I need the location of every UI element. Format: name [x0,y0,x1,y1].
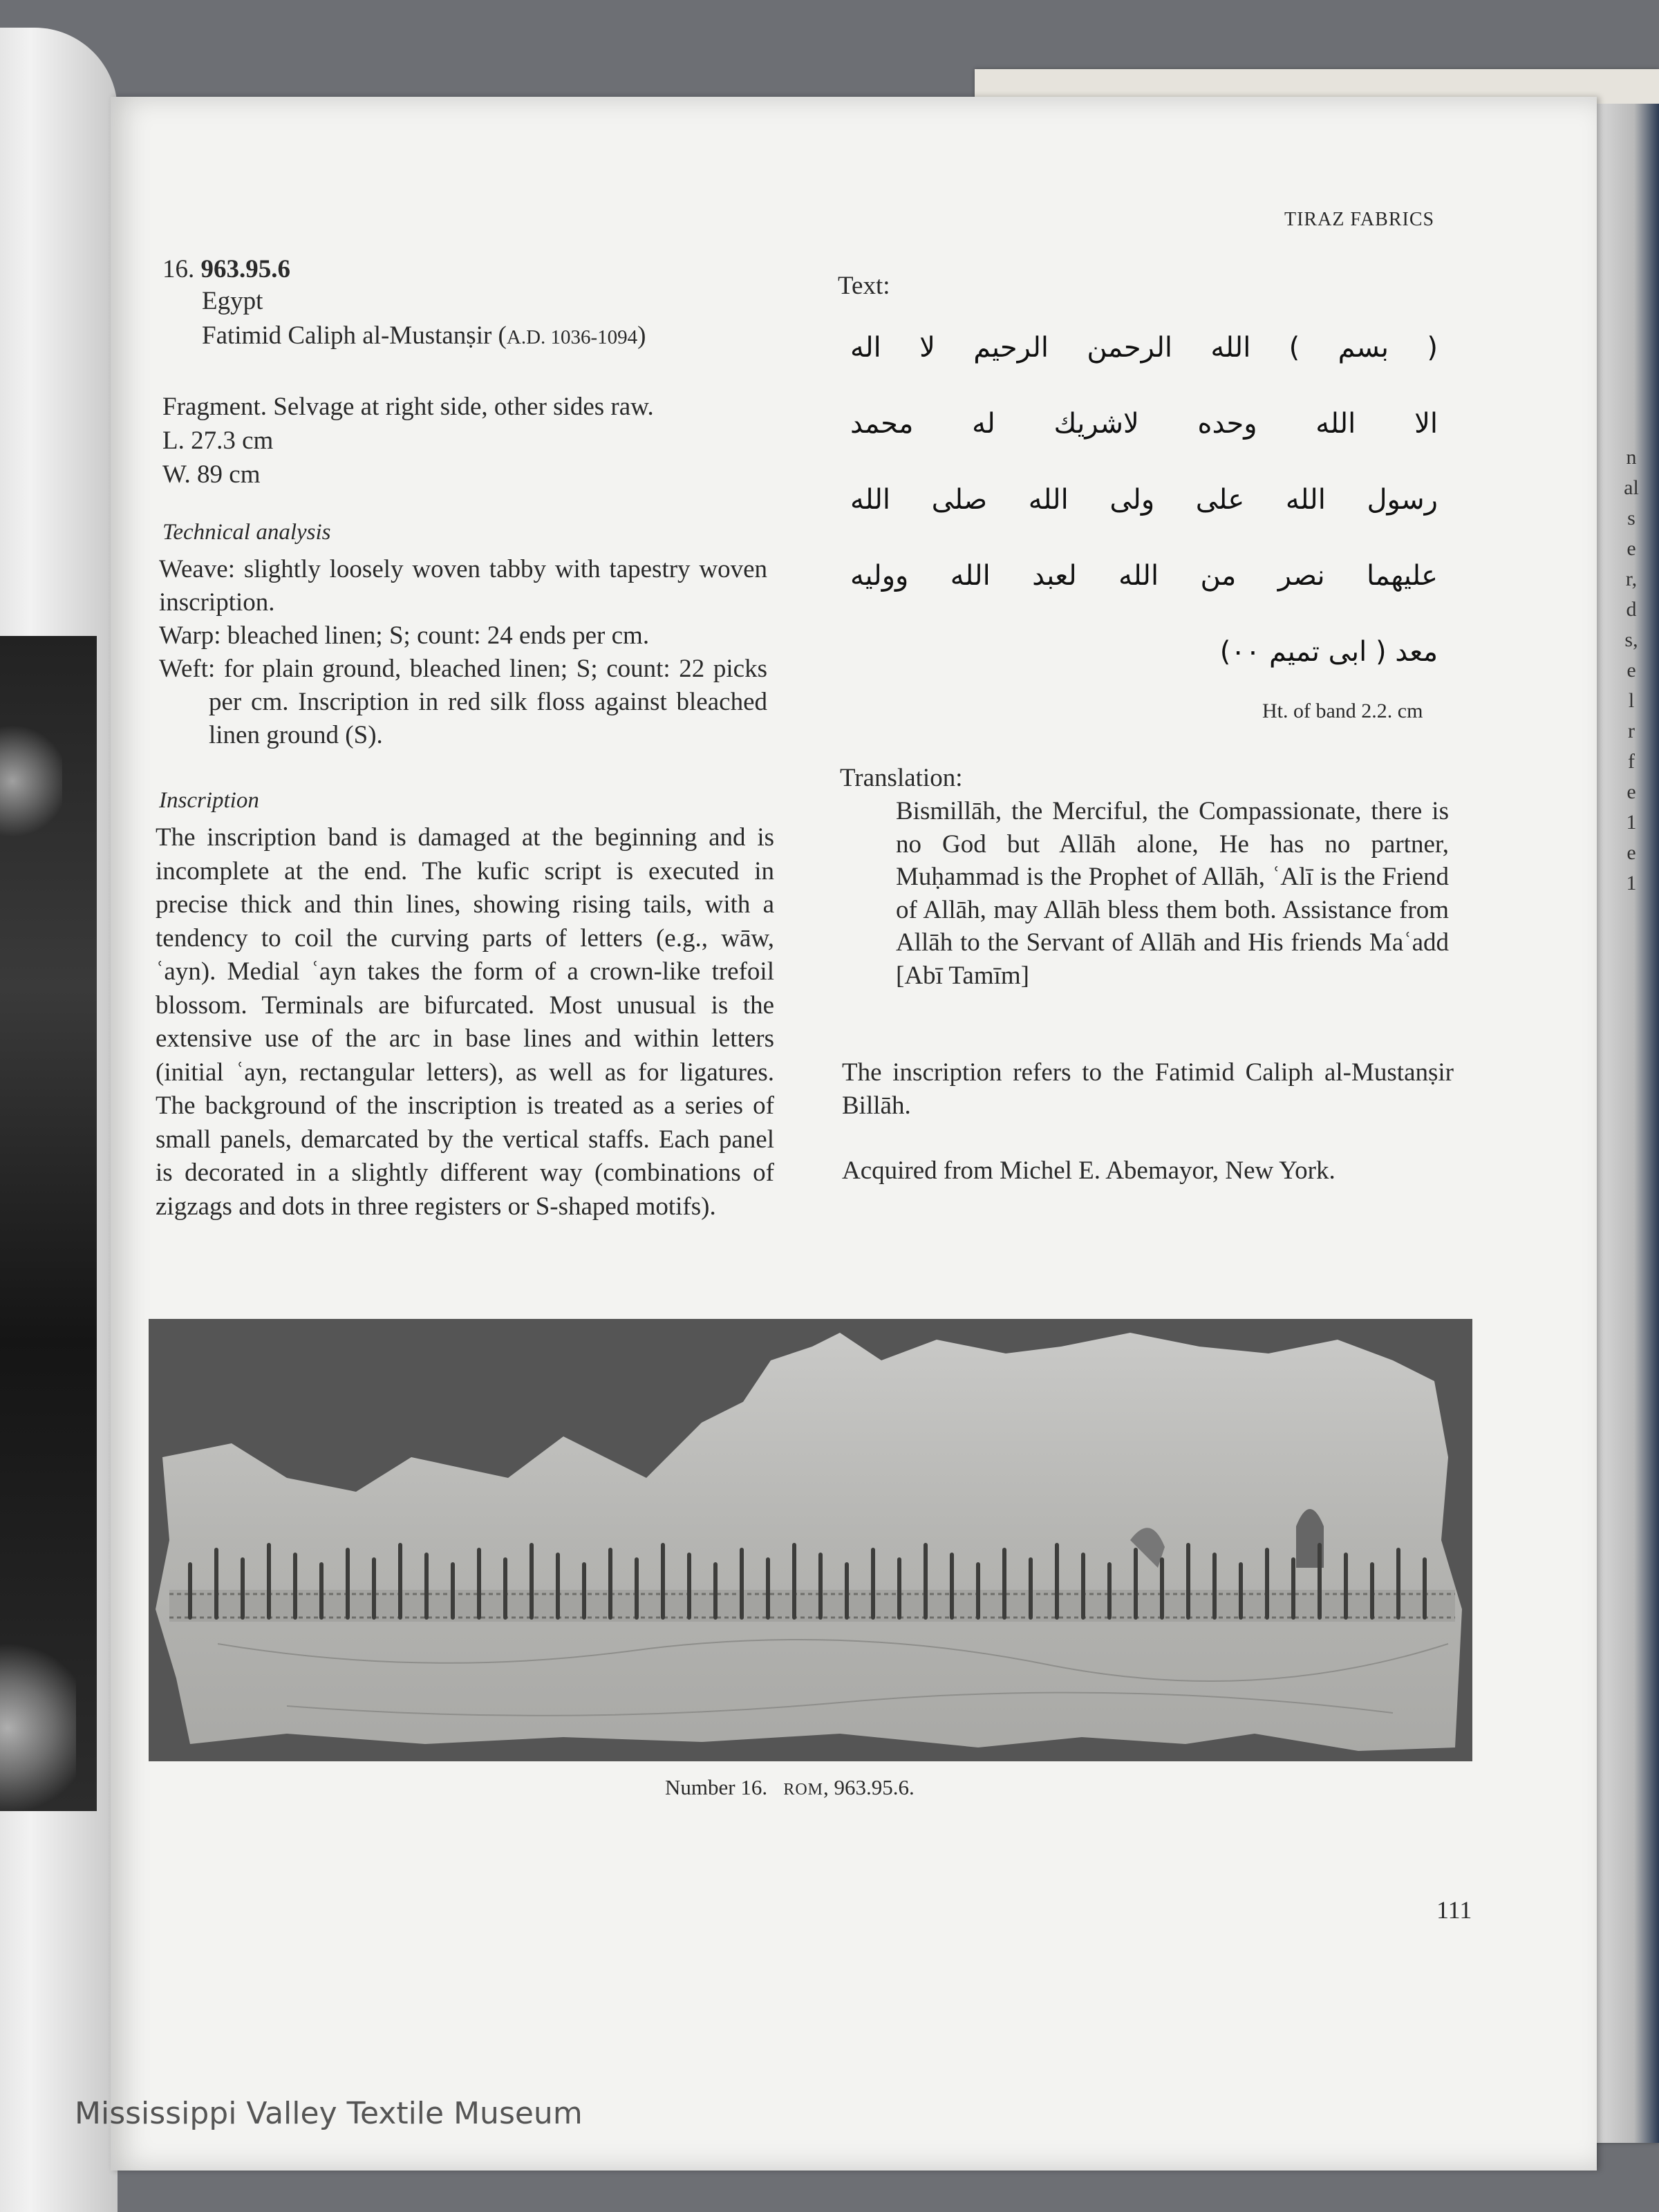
edge-letter: d [1626,598,1637,621]
entry-number-prefix: 16. [162,255,201,283]
edge-letter: al [1624,476,1639,499]
length-measure: L. 27.3 cm [162,427,274,455]
period-dates: A.D. 1036-1094 [506,326,638,348]
entry-country: Egypt [202,287,263,315]
running-header: TIRAZ FABRICS [1284,209,1435,230]
width-measure: W. 89 cm [162,460,261,489]
edge-letter: e [1627,780,1636,803]
next-page-edge-text [1618,442,1645,899]
edge-letter: s [1627,507,1635,529]
edge-letter: 1 [1626,872,1637,894]
edge-letter: 1 [1626,811,1637,834]
edge-letter: e [1627,659,1636,682]
caption-accession: , 963.95.6. [823,1775,915,1799]
technical-analysis-heading: Technical analysis [162,520,331,545]
fragment-description [162,390,654,491]
caption-number: Number 16. [665,1775,768,1799]
arabic-inscription [850,324,1438,704]
inscription-body: The inscription band is damaged at the beginning and is incomplete at the end. The kufic script is executed in precise thick and thin lines, showing rising tails, with a tendency to coil the curving parts of letters (e.g., wāw, ʿayn). Medial ʿayn takes the form of a crown-like trefoil blossom. Terminals are bifurcated. Most unusual is the extensive use of the arc in base lines and within letters (initial ʿayn, rectangular letters), as well as for ligatures. The background of the inscription is treated as a series of small panels, demarcated by the vertical staffs. Each panel is decorated in a slightly different way (combinations of zigzags and dots in three registers or S-shaped motifs). [156,823,774,1221]
arabic-line: ( بسم ) الله الرحمن الرحيم لا اله [850,332,1438,364]
arabic-line: الا الله وحده لاشريك له محمد [850,408,1438,440]
translation-body: Bismillāh, the Merciful, the Compassionate, there is no God but Allāh alone, He has no partner, Muḥammad is the Prophet of Allāh, ʿAlī is the Friend of Allāh, may Allāh bless them both. Assistance from Allāh to the Servant of Allāh and His friends Maʿadd [Abī Tamīm] [896,797,1449,990]
weave-line: Weave: slightly loosely woven tabby with tapestry woven inscription. [159,555,767,617]
period-text: Fatimid Caliph al-Mustanṣir ( [202,321,507,350]
acquisition-note: Acquired from Michel E. Abemayor, New York. [842,1156,1335,1185]
figure-caption [665,1775,915,1800]
edge-letter: f [1628,750,1635,773]
edge-letter: s, [1624,628,1638,651]
textile-fray [0,719,62,843]
caption-museum: ROM [783,1781,824,1799]
page-number: 111 [1436,1896,1472,1924]
description-line: Fragment. Selvage at right side, other sides raw. [162,393,654,421]
edge-letter: r, [1625,568,1638,590]
entry-number [162,254,290,284]
weft-line: Weft: for plain ground, bleached linen; S; count: 22 picks per cm. Inscription in red silk floss against bleached linen ground (S). [159,655,767,749]
textile-fragment-image [149,1319,1472,1761]
inscription-heading: Inscription [159,788,259,813]
edge-letter: l [1628,689,1635,712]
accession-number: 963.95.6 [200,255,290,283]
entry-period [202,321,646,350]
textile-fray [0,1638,76,1818]
warp-line: Warp: bleached linen; S; count: 24 ends per cm. [159,621,650,650]
period-close: ) [637,321,646,350]
watermark: Mississippi Valley Textile Museum [75,2096,583,2131]
arabic-line: معد ( ابى تميم ٠٠) [1219,636,1438,668]
edge-letter: e [1627,841,1636,864]
edge-letter: n [1626,446,1637,469]
arabic-line: رسول الله على ولى الله صلى الله [850,484,1438,516]
edge-letter: e [1627,537,1636,560]
right-book-edge [1597,104,1659,2143]
band-height: Ht. of band 2.2. cm [1262,700,1423,722]
arabic-line: عليهما نصر من الله لعبد الله ووليه [850,560,1438,592]
left-page-photo-fragment [0,636,97,1811]
technical-analysis [159,553,767,752]
textile-fragment-photo [149,1319,1472,1761]
text-label: Text: [838,272,890,300]
edge-letter: r [1628,720,1635,742]
translation-label: Translation: [840,764,963,792]
attribution-note: The inscription refers to the Fatimid Caliph al-Mustanṣir Billāh. [842,1058,1454,1120]
